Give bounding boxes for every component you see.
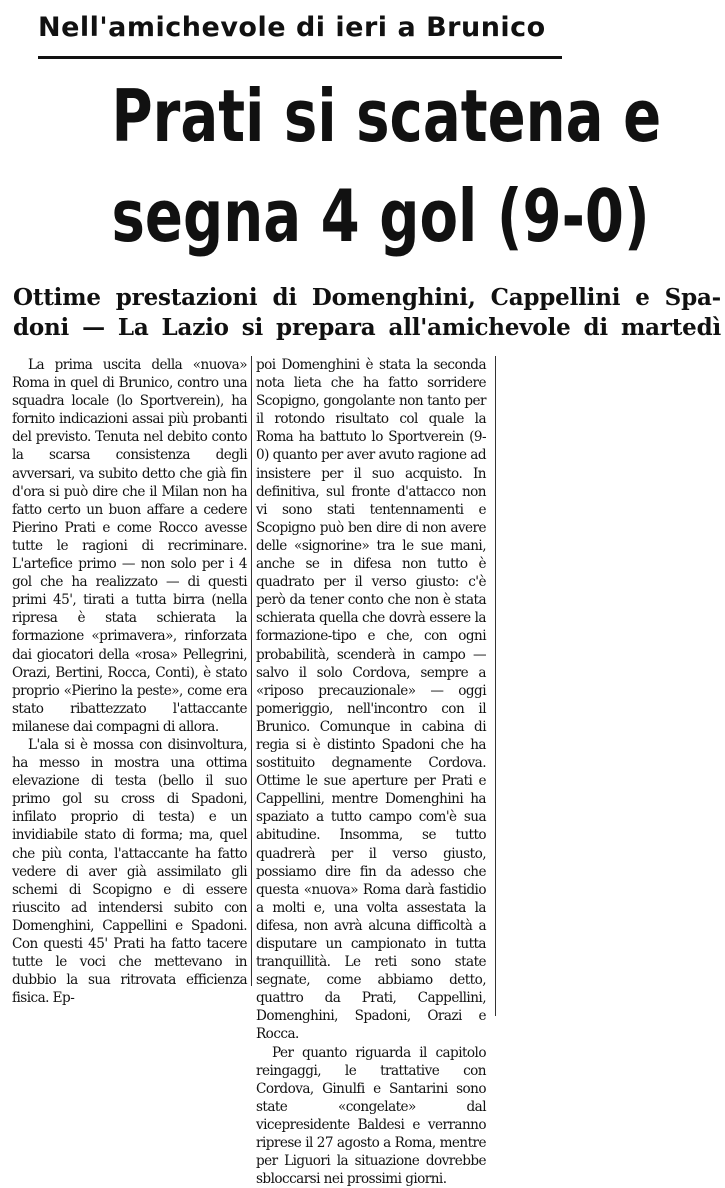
kicker-text: Nell'amichevole di ieri a Brunico [38, 12, 546, 43]
article-paragraph: Per quanto riguarda il capitolo reingaggi, le trattative con Cordova, Ginulfi e Santarini sono state «congelate» dal vicepresidente Baldesi e verranno riprese il 27 agosto a Roma, mentre per Liguori la situazione dovrebbe sbloccarsi nei prossimi giorni. [256, 1044, 486, 1188]
kicker-underline [38, 56, 562, 59]
article-paragraph: La prima uscita della «nuova» Roma in quel di Brunico, contro una squadra locale (lo Sportverein), ha fornito indicazioni assai più probanti del previsto. Tenuta nel debito conto la scarsa consistenza degli avversari, va subito detto che già fin d'ora si può dire che il Milan non ha fatto certo un buon affare a cedere Pierino Prati e come Rocco avesse tutte le ragioni di recriminare. L'artefice primo — non solo per i 4 gol che ha realizzato — di questi primi 45', tirati a tutta birra (nella ripresa è stata schierata la formazione «primavera», rinforzata dai giocatori della «rosa» Pellegrini, Orazi, Bertini, Rocca, Conti), è stato proprio «Pierino la peste», come era stato ribattezzato l'attaccante milanese dai compagni di allora. [12, 357, 247, 735]
subheadline [13, 283, 721, 343]
headline-line-2: segna 4 gol (9-0) [111, 174, 650, 258]
column-divider-right [495, 356, 496, 1016]
subheadline-line-1: Ottime prestazioni di Domenghini, Cappellini e Spa- [13, 284, 721, 311]
article-paragraph: poi Domenghini è stata la seconda nota lieta che ha fatto sorridere Scopigno, gongolante non tanto per il rotondo risultato col quale la Roma ha battuto lo Sportverein (9-0) quanto per aver avuto ragione ad insistere per il suo acquisto. In definitiva, sul fronte d'attacco non vi sono stati tentennamenti e Scopigno può ben dire di non avere delle «signorine» tra le sue mani, anche se in difesa non tutto è quadrato per il verso giusto: c'è però da tener conto che non è stata schierata quella che dovrà essere la formazione-tipo e che, con ogni probabilità, scenderà in campo — salvo il solo Cordova, sempre a «riposo precauzionale» — oggi pomeriggio, nell'incontro con il Brunico. Comunque in cabina di regia si è distinto Spadoni che ha sostituito degnamente Cordova. Ottime le sue aperture per Prati e Cappellini, mentre Domenghini ha spaziato a tutto campo com'è sua abitudine. Insomma, se tutto quadrerà per il verso giusto, possiamo dire fin da adesso che questa «nuova» Roma darà fastidio a molti e, una volta assestata la difesa, non avrà alcuna difficoltà a disputare un campionato in tutta tranquillità. Le reti sono state segnate, come abbiamo detto, quattro da Prati, Cappellini, Domenghini, Spadoni, Orazi e Rocca. [256, 357, 486, 1043]
column-divider [251, 356, 252, 986]
headline [111, 66, 662, 266]
article-column-1 [12, 356, 247, 1007]
article-paragraph: L'ala si è mossa con disinvoltura, ha messo in mostra una ottima elevazione di testa (bello il suo primo gol su cross di Spadoni, infilato proprio di testa) e un invidiabile stato di forma; ma, quel che più conta, l'attaccante ha fatto vedere di aver già assimilato gli schemi di Scopigno e di essere riuscito ad intendersi subito con Domenghini, Cappellini e Spadoni. Con questi 45' Prati ha fatto tacere tutte le voci che mettevano in dubbio la sua ritrovata efficienza fisica. Ep- [12, 736, 247, 1007]
headline-line-1: Prati si scatena e [111, 74, 662, 158]
subheadline-line-2: doni — La Lazio si prepara all'amichevole di martedì [13, 314, 721, 341]
kicker [38, 8, 598, 48]
article-column-2 [256, 356, 486, 1188]
